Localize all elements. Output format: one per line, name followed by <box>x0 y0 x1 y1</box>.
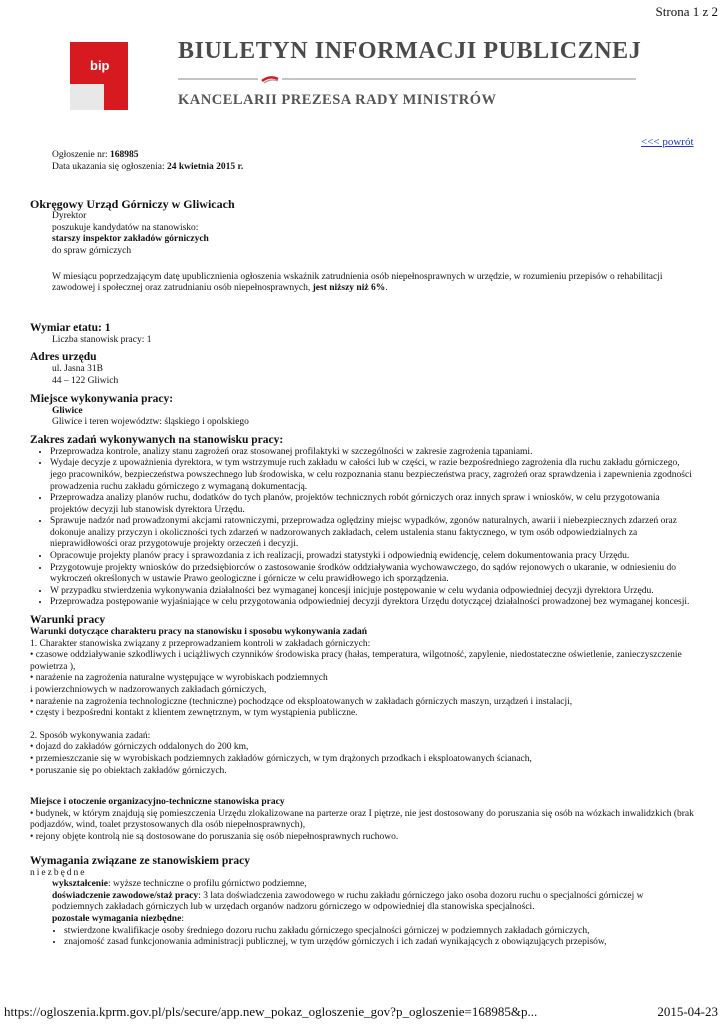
section-title-miejsce: Miejsce wykonywania pracy: <box>30 392 174 405</box>
ad-number: 168985 <box>110 150 139 160</box>
environment-title: Miejsce i otoczenie organizacyjno-techniczne stanowiska pracy <box>30 797 285 808</box>
page-counter: Strona 1 z 2 <box>655 4 718 19</box>
conditions-subtitle: Warunki dotyczące charakteru pracy na stanowisku i sposobu wykonywania zadań <box>30 627 368 638</box>
required-label: niezbędne <box>30 867 87 878</box>
bulletin-subtitle: KANCELARII PREZESA RADY MINISTRÓW <box>178 92 497 108</box>
list-item: • znajomość zasad funkcjonowania administracji publicznej, w tym urzędów górniczych i ich zadań wynikających z obowiązujących przepisów, <box>64 937 695 949</box>
list-item: • Przeprowadza analizy planów ruchu, dodatków do tych planów, projektów technicznych robót górniczych oraz innych spraw i wniosków, w celu przygotowania projektów decyzji lub stanowisk dyrektora Urzędu. <box>50 493 695 516</box>
announcement-content <box>30 150 695 949</box>
address-city: 44 – 122 Gliwich <box>52 375 119 386</box>
office-name: Okręgowy Urząd Górniczy w Gliwicach <box>30 197 235 212</box>
text-line: • rejony objęte kontrolą nie są dostosowane do poruszania się osób niepełnosprawnych ruchowo. <box>30 831 399 842</box>
text-line: • przemieszczanie się w wyrobiskach podziemnych zakładów górniczych, w tym drążonych przodkach i eksploatowanych ścianach, <box>30 753 532 764</box>
task-list <box>30 447 695 609</box>
experience-requirement: doświadczenie zawodowe/staż pracy: 3 lata doświadczenia zawodowego w ruchu zakładu górniczego jako osoba dozoru ruchu o specjalności górniczej w podziemnych zakładach górniczych lub w urzędach organów nadzoru górniczego w odpowiedniej dla stanowiska specjalności. <box>52 890 644 913</box>
logo-text: bip <box>90 58 110 73</box>
bulletin-title: BIULETYN INFORMACJI PUBLICZNEJ <box>178 38 642 64</box>
title-divider <box>178 74 636 86</box>
work-city: Gliwice <box>52 405 83 416</box>
seeking-label: poszukuje kandydatów na stanowisko: <box>52 222 199 233</box>
text-line: • budynek, w którym znajdują się pomieszczenia Urzędu zlokalizowane na parterze oraz I piętrze, nie jest dostosowany do poruszania się osób na wózkach inwalidzkich (brak podjazdów, wind, toalet przystosowanych dla osób niepełnosprawnych), <box>30 808 694 831</box>
department: do spraw górniczych <box>52 245 132 256</box>
text-line: • dojazd do zakładów górniczych oddalonych do 200 km, <box>30 742 249 753</box>
publish-date-label: Data ukazania się ogłoszenia: <box>52 161 168 172</box>
back-link[interactable]: <<< powrót <box>641 136 694 148</box>
requirements-list <box>30 926 695 949</box>
text-line: • czasowe oddziaływanie szkodliwych i uciążliwych czynników środowiska pracy (hałas, temperatura, wilgotność, zapylenie, niedostateczne oświetlenie, zanieczyszczenie powietrza ), <box>30 650 682 672</box>
text-line: 1. Charakter stanowiska związany z przeprowadzaniem kontroli w zakładach górniczych: <box>30 638 371 649</box>
section-title-zakres: Zakres zadań wykonywanych na stanowisku pracy: <box>30 433 284 446</box>
list-item: • W przypadku stwierdzenia wykonywania działalności bez wymaganej koncesji inicjuje postępowanie w celu wydania odpowiedniej decyzji dyrektora Urzędu. <box>50 586 695 598</box>
other-requirements-label: pozostałe wymagania niezbędne: <box>52 913 184 924</box>
ad-number-label: Ogłoszenie nr: <box>52 150 111 160</box>
footer-url: https://ogloszenia.kprm.gov.pl/pls/secure/app.new_pokaz_ogloszenie_gov?p_ogloszenie=168985&p... <box>4 1004 538 1019</box>
address-street: ul. Jasna 31B <box>52 364 103 375</box>
director-label: Dyrektor <box>52 211 87 222</box>
section-title-warunki: Warunki pracy <box>30 614 106 627</box>
education-requirement: wykształcenie: wyższe techniczne o profilu górnictwo podziemne, <box>52 879 307 890</box>
work-area: Gliwice i teren województw: śląskiego i opolskiego <box>52 417 249 428</box>
employment-note: W miesiącu poprzedzającym datę upublicznienia ogłoszenia wskaźnik zatrudnienia osób niepełnosprawnych w urzędzie, w rozumieniu przepisów o rehabilitacji zawodowej i społecznej oraz zatrudnianiu osób niepełnosprawnych, jest niższy niż 6%. <box>52 271 663 294</box>
list-item: • Wydaje decyzje z upoważnienia dyrektora, w tym wstrzymuje ruch zakładu w całości lub w części, w razie bezpośredniego zagrożenia dla ruchu zakładu górniczego, jego pracowników, bezpieczeństwa powszechnego lub środowiska, w celu rozpoznania stanu bezpieczeństwa pracy, zagrożeń oraz sprawdzenia i zapewnienia zgodności prowadzenia ruchu zakładu górniczego z wymaganą dokumentacją. <box>50 458 695 493</box>
bip-logo <box>70 42 128 110</box>
list-item: • Przeprowadza postępowanie wyjaśniające w celu przygotowania odpowiedniej decyzji dyrektora Urzędu dotyczącej działalności prowadzonej bez wymaganej koncesji. <box>50 597 695 609</box>
announcement-meta <box>52 150 695 173</box>
text-line: • narażenie na zagrożenia technologiczne (techniczne) pochodzące od eksploatowanych w zakładach górniczych maszyn, urządzeń i instalacji, <box>30 696 573 707</box>
section-title-wymiar: Wymiar etatu: 1 <box>30 321 111 334</box>
list-item: • Opracowuje projekty planów pracy i sprawozdania z ich realizacji, prowadzi statystyki i odpowiednią ewidencję, celem dokumentowania pracy Urzędu. <box>50 551 695 563</box>
list-item: • Sprawuje nadzór nad prowadzonymi akcjami ratowniczymi, przeprowadza oględziny miejsc wypadków, zgonów naturalnych, awarii i niebezpiecznych zdarzeń oraz dokonuje analizy przyczyn i okoliczności tych zdarzeń w nadzorowanych zakładach, celem ustalenia stanu faktycznego, w tym osób odpowiedzialnych za nieprawidłowości oraz przygotowuje projekty orzeczeń i decyzji. <box>50 516 695 551</box>
list-item: • Przeprowadza kontrole, analizy stanu zagrożeń oraz stosowanej profilaktyki w szczególności w zakresie zagrożenia tąpaniami. <box>50 447 695 459</box>
publish-date: 24 kwietnia 2015 r. <box>167 161 244 172</box>
section-title-wymagania: Wymagania związane ze stanowiskiem pracy <box>30 854 250 867</box>
text-line: • poruszanie się po obiektach zakładów górniczych. <box>30 765 227 776</box>
list-item: • stwierdzone kwalifikacje osoby średniego dozoru ruchu zakładu górniczego specjalności górniczej w podziemnych zakładach górniczych, <box>64 926 695 938</box>
text-line: • częsty i bezpośredni kontakt z klientem zewnętrznym, w tym wystąpienia publiczne. <box>30 708 358 719</box>
text-line: • narażenie na zagrożenia naturalne występujące w wyrobiskach podziemnych <box>30 673 328 684</box>
position-title: starszy inspektor zakładów górniczych <box>52 234 209 245</box>
list-item: • Przygotowuje projekty wniosków do przedsiębiorców o zastosowanie środków oddziaływania wychowawczego, do sądów rejonowych o ukaranie, w odniesieniu do wykroczeń określonych w ustawie Prawo geologiczne i górnicze w celu prawidłowego ich sporządzenia. <box>50 563 695 586</box>
footer-date: 2015-04-23 <box>657 1004 718 1019</box>
positions-count: Liczba stanowisk pracy: 1 <box>52 334 152 345</box>
section-title-adres: Adres urzędu <box>30 351 97 364</box>
text-line: i powierzchniowych w nadzorowanych zakładach górniczych, <box>30 685 267 695</box>
text-line: 2. Sposób wykonywania zadań: <box>30 730 151 741</box>
